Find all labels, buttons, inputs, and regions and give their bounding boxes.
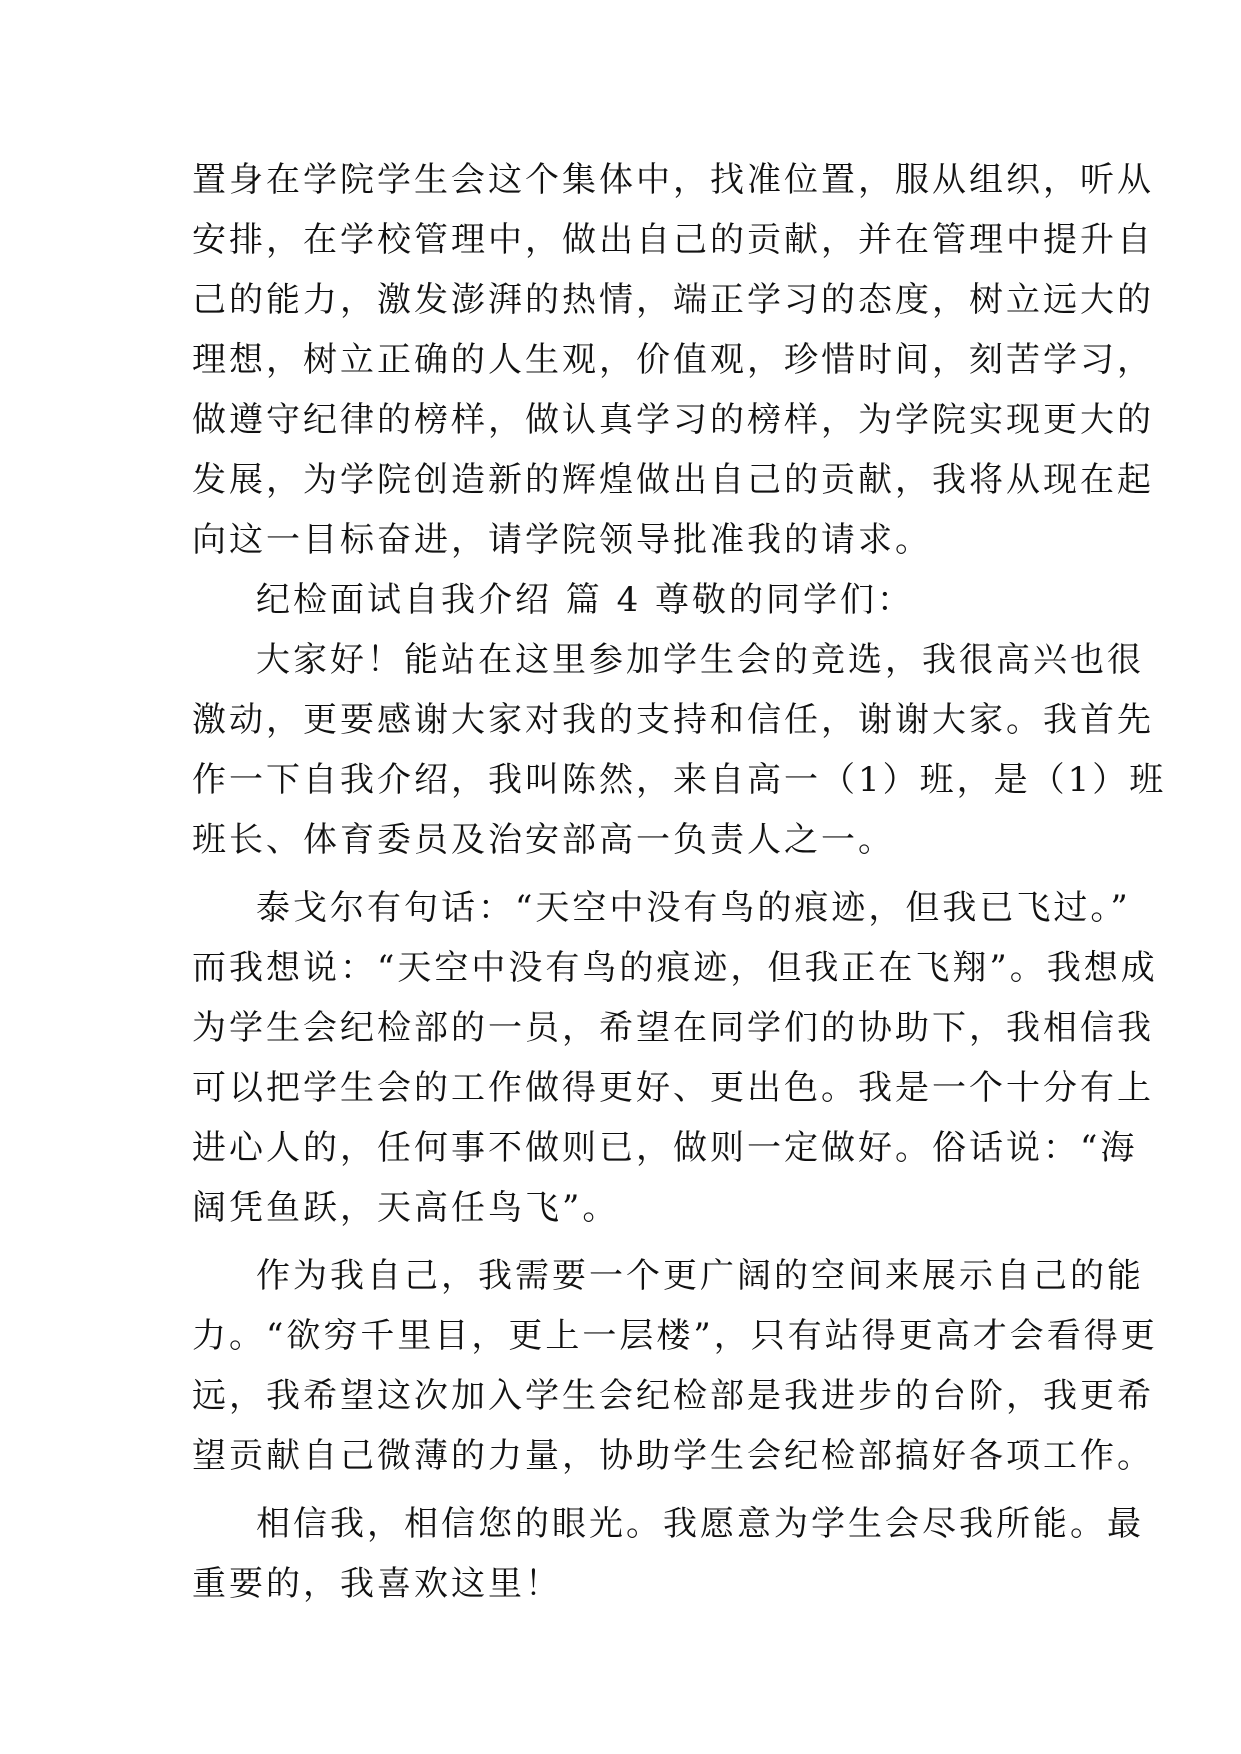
text-line: 泰戈尔有句话：“天空中没有鸟的痕迹，但我已飞过。” — [256, 888, 1131, 928]
text-line: 进心人的，任何事不做则已，做则一定做好。俗话说：“海 — [192, 1128, 1138, 1168]
text-line: 班长、体育委员及治安部高一负责人之一。 — [192, 820, 895, 860]
text-line: 望贡献自己微薄的力量，协助学生会纪检部搞好各项工作。 — [192, 1436, 1154, 1476]
text-line: 作一下自我介绍，我叫陈然，来自高一（1）班，是（1）班 — [192, 760, 1167, 800]
text-line: 大家好！能站在这里参加学生会的竞选，我很高兴也很 — [256, 640, 1144, 680]
text-line: 相信我，相信您的眼光。我愿意为学生会尽我所能。最 — [256, 1504, 1144, 1544]
text-line: 可以把学生会的工作做得更好、更出色。我是一个十分有上 — [192, 1068, 1154, 1108]
text-line: 而我想说：“天空中没有鸟的痕迹，但我正在飞翔”。我想成 — [192, 948, 1158, 988]
text-line: 激动，更要感谢大家对我的支持和信任，谢谢大家。我首先 — [192, 700, 1154, 740]
text-line: 理想，树立正确的人生观，价值观，珍惜时间，刻苦学习， — [192, 340, 1154, 380]
section-heading: 纪检面试自我介绍 篇 4 尊敬的同学们： — [256, 580, 915, 620]
text-line: 向这一目标奋进，请学院领导批准我的请求。 — [192, 520, 932, 560]
text-line: 为学生会纪检部的一员，希望在同学们的协助下，我相信我 — [192, 1008, 1154, 1048]
text-line: 阔凭鱼跃，天高任鸟飞”。 — [192, 1188, 620, 1228]
text-line: 己的能力，激发澎湃的热情，端正学习的态度，树立远大的 — [192, 280, 1154, 320]
text-line: 力。“欲穷千里目，更上一层楼”，只有站得更高才会看得更 — [192, 1316, 1158, 1356]
text-line: 置身在学院学生会这个集体中，找准位置，服从组织，听从 — [192, 160, 1154, 200]
text-line: 发展，为学院创造新的辉煌做出自己的贡献，我将从现在起 — [192, 460, 1154, 500]
text-line: 做遵守纪律的榜样，做认真学习的榜样，为学院实现更大的 — [192, 400, 1154, 440]
text-line: 重要的，我喜欢这里！ — [192, 1564, 562, 1604]
text-line: 作为我自己，我需要一个更广阔的空间来展示自己的能 — [256, 1256, 1144, 1296]
text-line: 安排，在学校管理中，做出自己的贡献，并在管理中提升自 — [192, 220, 1154, 260]
text-line: 远，我希望这次加入学生会纪检部是我进步的台阶，我更希 — [192, 1376, 1154, 1416]
